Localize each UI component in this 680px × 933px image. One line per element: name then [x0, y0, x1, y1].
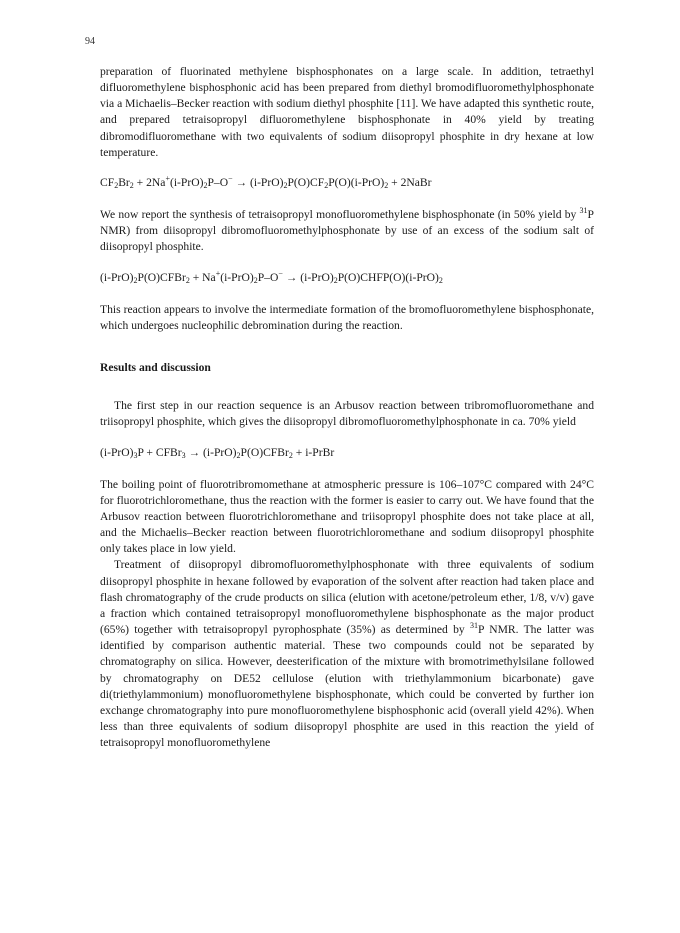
section-heading: Results and discussion: [100, 361, 211, 375]
equation-3: $(i-PrO)_3P$ + CFBr$_3$ → $(i-PrO)_2P(O)CFBr_2$ + i-PrBr: [100, 445, 335, 460]
paragraph-treatment: Treatment of diisopropyl dibromofluoromethylphosphonate with three equivalents of sodium diisopropyl phosphite in hexane followed by evaporation of the solvent after reaction had taken place and flash chromatography of the crude products on silica (elution with acetone/petroleum ether, 1/8, v/v) gave a fraction which contained tetraisopropyl monofluoromethylene bisphosphonate as the major product (65%) together with tetraisopropyl pyrophosphate (35%) as determined by $^{31}$P NMR. The latter was identified by comparison authentic material. These two compounds could not be separated by chromatography on silica. However, deesterification of the mixture with bromotrimethylsilane followed by chromatography on DE52 cellulose (elution with triethylammonium bicarbonate) gave di(triethylammonium) monofluoromethylene bisphosphonate, which could be converted by further ion exchange chromatography into pure monofluoromethylene bisphosphonic acid (overall yield 42%). When less than three equivalents of sodium diisopropyl phosphite are used in this reaction the yield of tetraisopropyl monofluoromethylene: [100, 558, 594, 750]
body-text: [100, 64, 594, 751]
equation-2: $(i-PrO)_2P(O)CFBr_2 + Na^+(i-PrO)_2P-O^-$ → $(i-PrO)_2P(O)CHFP(O)(i-PrO)_2$: [100, 268, 443, 285]
paragraph-boiling-point: The boiling point of fluorotribromomethane at atmospheric pressure is 106–107°C compared with 24°C for fluorotrichloromethane, thus the reaction with the former is easier to carry out. We have found that the Arbusov reaction between fluorotrichloromethane and triisopropyl phosphite does not take place at all, and the Michaelis–Becker reaction between fluorotrichloromethane and sodium diisopropyl phosphite only takes place in low yield.: [100, 477, 594, 556]
page-number: 94: [85, 36, 95, 47]
paragraph-arbusov: The first step in our reaction sequence is an Arbusov reaction between tribromofluoromethane and triisopropyl phosphite, which gives the diisopropyl dibromofluoromethylphosphonate in ca. 70% yield: [100, 399, 594, 429]
paragraph-mechanism: This reaction appears to involve the intermediate formation of the bromofluoromethylene bisphosphonate, which undergoes nucleophilic debromination during the reaction.: [100, 302, 594, 332]
paragraph-synthesis: We now report the synthesis of tetraisopropyl monofluoromethylene bisphosphonate (in 50% yield by $^{31}$P NMR) from diisopropyl dibromofluoromethylphosphonate by use of an excess of the sodium salt of diisopropyl phosphite.: [100, 206, 594, 254]
paragraph-intro: preparation of fluorinated methylene bisphosphonates on a large scale. In addition, tetraethyl difluoromethylene bisphosphonic acid has been prepared from diethyl bromodifluoromethylphosphonate via a Michaelis–Becker reaction with sodium diethyl phosphite [11]. We have adapted this synthetic route, and prepared tetraisopropyl difluoromethylene bisphosphonate in 40% yield by treating dibromodifluoromethane with two equivalents of sodium diisopropyl phosphite in dry hexane at low temperature.: [100, 65, 594, 159]
equation-1: $CF_2Br_2 + 2Na^+(i-PrO)_2P-O^- \to (i-PrO)_2P(O)CF_2P(O)(i-PrO)_2$ + 2NaBr: [100, 173, 432, 190]
